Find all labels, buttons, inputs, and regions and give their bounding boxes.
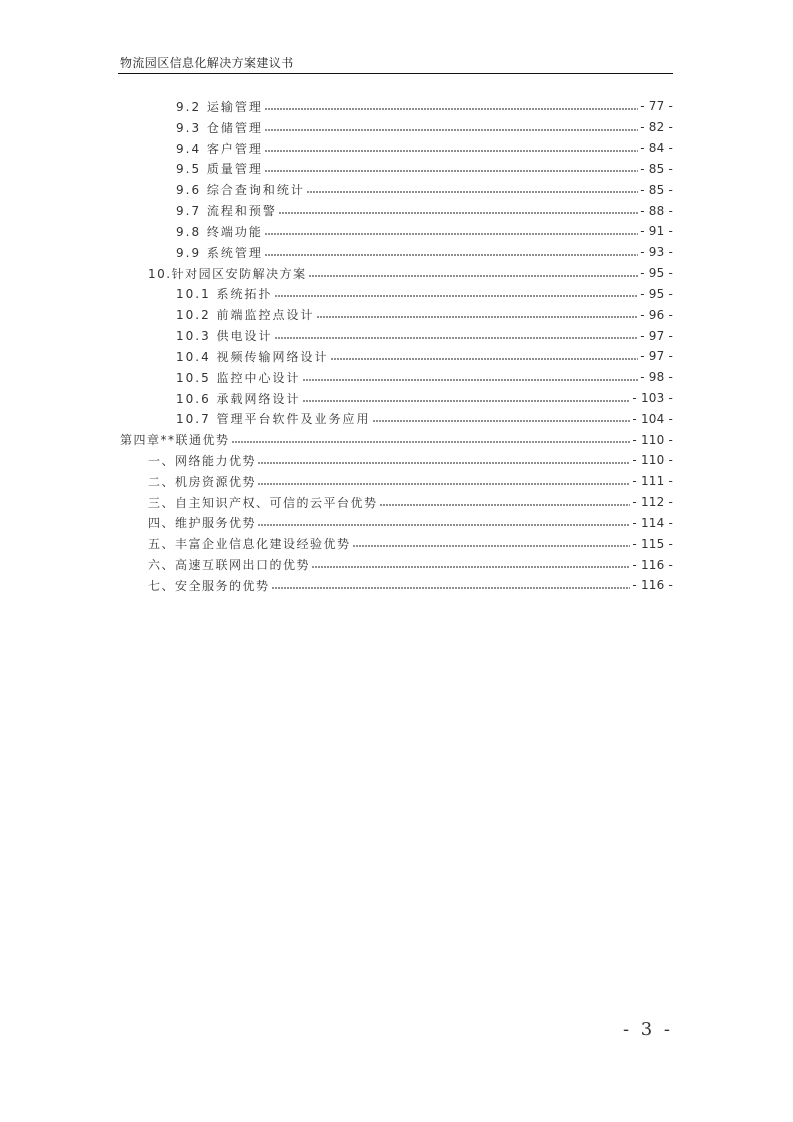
- toc-entry-label: 10.5 监控中心设计: [176, 370, 301, 385]
- toc-entry-page: - 85 -: [640, 161, 673, 176]
- toc-entry-page: - 95 -: [640, 286, 673, 301]
- toc-entry-page: - 116 -: [632, 578, 673, 593]
- toc-entry-page: - 104 -: [632, 411, 673, 426]
- toc-entry-label: 第四章**联通优势: [120, 433, 230, 448]
- dot-leader: [312, 565, 630, 569]
- toc-entry[interactable]: [120, 429, 673, 450]
- toc-entry[interactable]: [176, 304, 673, 325]
- toc-entry-label: 10.6 承载网络设计: [176, 391, 301, 406]
- dot-leader: [265, 107, 638, 111]
- toc-entry-label: 七、安全服务的优势: [148, 578, 270, 593]
- dot-leader: [275, 336, 639, 340]
- toc-entry-label: 一、网络能力优势: [148, 453, 257, 468]
- toc-entry-label: 10.7 管理平台软件及业务应用: [176, 412, 371, 427]
- toc-entry-page: - 97 -: [640, 328, 673, 343]
- toc-entry-label: 三、自主知识产权、可信的云平台优势: [148, 495, 378, 510]
- toc-entry[interactable]: [176, 242, 673, 263]
- dot-leader: [303, 378, 639, 382]
- toc-entry[interactable]: [148, 513, 673, 534]
- dot-leader: [232, 440, 631, 444]
- toc-entry-label: 10.3 供电设计: [176, 329, 273, 344]
- toc-entry[interactable]: [176, 200, 673, 221]
- dot-leader: [309, 274, 639, 278]
- dot-leader: [380, 503, 631, 507]
- dot-leader: [258, 523, 630, 527]
- toc-entry-label: 10.1 系统拓扑: [176, 287, 273, 302]
- toc-entry-page: - 88 -: [640, 203, 673, 218]
- toc-entry-page: - 98 -: [640, 370, 673, 385]
- toc-entry-label: 二、机房资源优势: [148, 474, 257, 489]
- dot-leader: [258, 482, 630, 486]
- dot-leader: [373, 419, 631, 423]
- dot-leader: [331, 357, 639, 361]
- toc-entry-label: 9.9 系统管理: [176, 245, 263, 260]
- toc-entry-page: - 115 -: [632, 536, 673, 551]
- toc-entry-label: 10.2 前端监控点设计: [176, 308, 315, 323]
- dot-leader: [279, 211, 638, 215]
- toc-entry-label: 9.4 客户管理: [176, 141, 263, 156]
- toc-entry[interactable]: [148, 533, 673, 554]
- toc-entry[interactable]: [148, 575, 673, 596]
- toc-entry-label: 10.4 视频传输网络设计: [176, 349, 329, 364]
- dot-leader: [265, 253, 638, 257]
- toc-entry-label: 9.3 仓储管理: [176, 120, 263, 135]
- toc-entry-page: - 97 -: [640, 349, 673, 364]
- toc-entry-page: - 116 -: [632, 557, 673, 572]
- toc-entry[interactable]: [176, 408, 673, 429]
- toc-entry-label: 9.6 综合查询和统计: [176, 183, 305, 198]
- toc-entry[interactable]: [148, 471, 673, 492]
- toc-entry[interactable]: [176, 221, 673, 242]
- toc-entry[interactable]: [176, 283, 673, 304]
- toc-entry[interactable]: [176, 367, 673, 388]
- toc-entry-page: - 110 -: [632, 453, 673, 468]
- dot-leader: [275, 294, 639, 298]
- toc-entry-page: - 103 -: [632, 391, 673, 405]
- dot-leader: [258, 461, 630, 465]
- toc-entry-label: 五、丰富企业信息化建设经验优势: [148, 537, 351, 552]
- toc-entry-label: 9.2 运输管理: [176, 99, 263, 114]
- toc-entry[interactable]: [148, 492, 673, 513]
- dot-leader: [265, 232, 638, 236]
- toc-entry[interactable]: [176, 96, 673, 117]
- toc-entry[interactable]: [148, 450, 673, 471]
- toc-entry[interactable]: [148, 554, 673, 575]
- dot-leader: [265, 169, 638, 173]
- toc-entry-page: - 111 -: [632, 474, 673, 489]
- toc-entry-label: 9.7 流程和预警: [176, 204, 277, 219]
- toc-entry[interactable]: [176, 346, 673, 367]
- toc-entry-label: 9.8 终端功能: [176, 224, 263, 239]
- toc-entry-page: - 112 -: [632, 495, 673, 510]
- dot-leader: [272, 586, 631, 590]
- toc-entry-page: - 93 -: [640, 245, 673, 260]
- toc-entry[interactable]: [176, 138, 673, 159]
- toc-entry-page: - 84 -: [640, 141, 673, 156]
- dot-leader: [303, 399, 631, 403]
- table-of-contents: [0, 96, 793, 596]
- footer-page-number: - 3 -: [622, 1019, 673, 1040]
- toc-entry-label: 9.5 质量管理: [176, 162, 263, 177]
- dot-leader: [307, 190, 638, 194]
- dot-leader: [353, 544, 631, 548]
- toc-entry-page: - 91 -: [640, 224, 673, 239]
- toc-entry-label: 10.针对园区安防解决方案: [148, 266, 307, 281]
- dot-leader: [265, 128, 638, 132]
- toc-entry[interactable]: [176, 325, 673, 346]
- header-divider: [118, 73, 673, 74]
- toc-entry-page: - 110 -: [632, 432, 673, 447]
- toc-entry-page: - 114 -: [632, 515, 673, 530]
- toc-entry-page: - 82 -: [640, 120, 673, 135]
- toc-entry[interactable]: [176, 179, 673, 200]
- toc-entry-page: - 95 -: [640, 266, 673, 281]
- dot-leader: [265, 149, 638, 153]
- toc-entry[interactable]: [148, 263, 673, 284]
- toc-entry-label: 六、高速互联网出口的优势: [148, 558, 311, 573]
- toc-entry-page: - 77 -: [640, 99, 673, 114]
- document-header-title: 物流园区信息化解决方案建议书: [120, 56, 294, 70]
- toc-entry[interactable]: [176, 388, 673, 409]
- dot-leader: [317, 315, 639, 319]
- toc-entry-page: - 85 -: [640, 182, 673, 197]
- toc-entry[interactable]: [176, 158, 673, 179]
- toc-entry-page: - 96 -: [640, 307, 673, 322]
- toc-entry[interactable]: [176, 117, 673, 138]
- toc-entry-label: 四、维护服务优势: [148, 516, 257, 531]
